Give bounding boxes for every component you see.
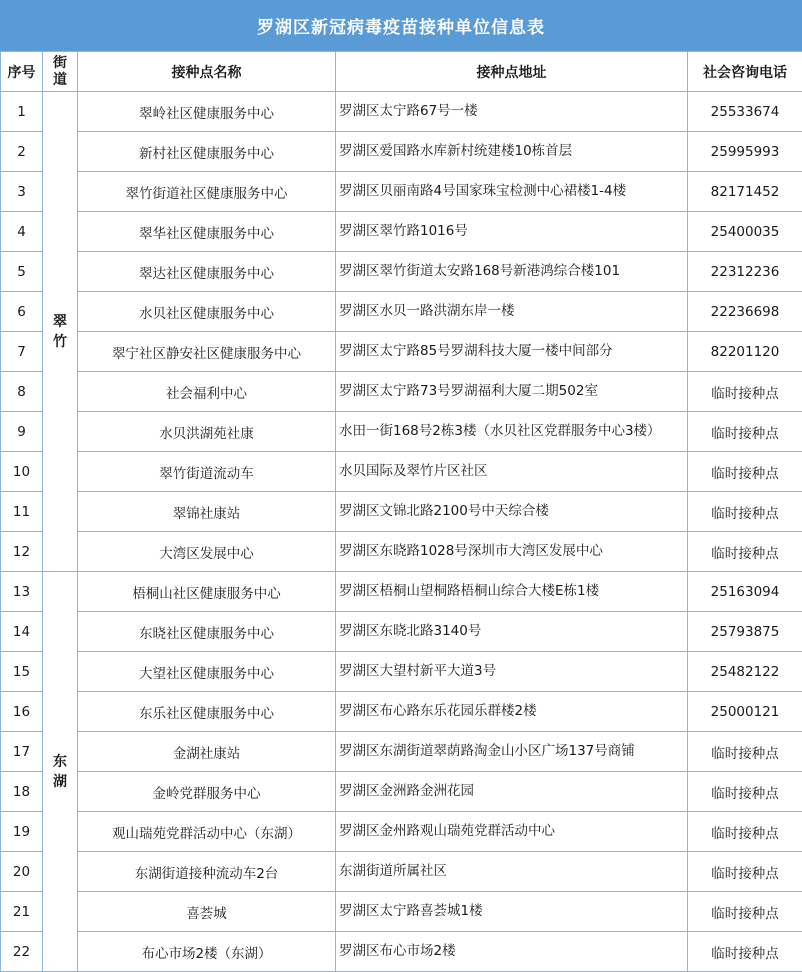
site-phone: 临时接种点 — [688, 372, 802, 412]
row-index: 4 — [1, 212, 43, 252]
page-title: 罗湖区新冠病毒疫苗接种单位信息表 — [0, 0, 802, 51]
table-row — [1, 492, 802, 532]
site-name: 金湖社康站 — [78, 732, 336, 772]
header-name: 接种点名称 — [78, 52, 336, 92]
site-name: 翠华社区健康服务中心 — [78, 212, 336, 252]
site-name: 金岭党群服务中心 — [78, 772, 336, 812]
site-name: 新村社区健康服务中心 — [78, 132, 336, 172]
table-row — [1, 612, 802, 652]
row-index: 1 — [1, 92, 43, 132]
site-name: 翠锦社康站 — [78, 492, 336, 532]
row-index: 7 — [1, 332, 43, 372]
site-phone: 临时接种点 — [688, 932, 802, 972]
table-row — [1, 812, 802, 852]
row-index: 21 — [1, 892, 43, 932]
site-phone: 临时接种点 — [688, 852, 802, 892]
table-row — [1, 292, 802, 332]
table-header-row — [1, 52, 802, 92]
site-phone: 22312236 — [688, 252, 802, 292]
site-name: 东晓社区健康服务中心 — [78, 612, 336, 652]
table-row — [1, 652, 802, 692]
table-row — [1, 252, 802, 292]
header-phone: 社会咨询电话 — [688, 52, 802, 92]
site-phone: 临时接种点 — [688, 892, 802, 932]
row-index: 10 — [1, 452, 43, 492]
street-cell — [43, 572, 78, 972]
site-name: 观山瑞苑党群活动中心（东湖） — [78, 812, 336, 852]
site-address: 罗湖区太宁路67号一楼 — [336, 92, 688, 132]
row-index: 12 — [1, 532, 43, 572]
site-phone: 临时接种点 — [688, 732, 802, 772]
site-phone: 临时接种点 — [688, 452, 802, 492]
site-name: 大望社区健康服务中心 — [78, 652, 336, 692]
table-row — [1, 772, 802, 812]
table-row — [1, 692, 802, 732]
site-name: 梧桐山社区健康服务中心 — [78, 572, 336, 612]
street-name: 翠竹 — [52, 312, 68, 352]
site-address: 罗湖区太宁路喜荟城1楼 — [336, 892, 688, 932]
row-index: 9 — [1, 412, 43, 452]
site-name: 东湖街道接种流动车2台 — [78, 852, 336, 892]
table-row — [1, 212, 802, 252]
site-address: 罗湖区布心市场2楼 — [336, 932, 688, 972]
header-street — [43, 52, 78, 92]
site-phone: 临时接种点 — [688, 772, 802, 812]
row-index: 13 — [1, 572, 43, 612]
table-row — [1, 532, 802, 572]
site-name: 翠竹街道社区健康服务中心 — [78, 172, 336, 212]
header-street-label: 街道 — [52, 55, 68, 89]
street-name: 东湖 — [52, 752, 68, 792]
table-row — [1, 932, 802, 972]
row-index: 15 — [1, 652, 43, 692]
site-address: 罗湖区文锦北路2100号中天综合楼 — [336, 492, 688, 532]
site-address: 罗湖区翠竹路1016号 — [336, 212, 688, 252]
header-address: 接种点地址 — [336, 52, 688, 92]
row-index: 2 — [1, 132, 43, 172]
table-row — [1, 572, 802, 612]
site-address: 罗湖区东晓北路3140号 — [336, 612, 688, 652]
site-name: 社会福利中心 — [78, 372, 336, 412]
site-address: 水贝国际及翠竹片区社区 — [336, 452, 688, 492]
site-address: 罗湖区梧桐山望桐路梧桐山综合大楼E栋1楼 — [336, 572, 688, 612]
table-row — [1, 92, 802, 132]
site-phone: 82201120 — [688, 332, 802, 372]
site-address: 罗湖区太宁路85号罗湖科技大厦一楼中间部分 — [336, 332, 688, 372]
row-index: 5 — [1, 252, 43, 292]
site-name: 布心市场2楼（东湖） — [78, 932, 336, 972]
site-address: 东湖街道所属社区 — [336, 852, 688, 892]
row-index: 3 — [1, 172, 43, 212]
site-address: 罗湖区金洲路金洲花园 — [336, 772, 688, 812]
site-phone: 22236698 — [688, 292, 802, 332]
site-phone: 临时接种点 — [688, 492, 802, 532]
site-phone: 25400035 — [688, 212, 802, 252]
row-index: 20 — [1, 852, 43, 892]
row-index: 16 — [1, 692, 43, 732]
street-cell — [43, 92, 78, 572]
row-index: 6 — [1, 292, 43, 332]
site-name: 翠竹街道流动车 — [78, 452, 336, 492]
row-index: 14 — [1, 612, 43, 652]
site-phone: 临时接种点 — [688, 812, 802, 852]
site-phone: 25482122 — [688, 652, 802, 692]
site-address: 罗湖区大望村新平大道3号 — [336, 652, 688, 692]
vaccination-sites-table — [0, 51, 802, 972]
site-name: 喜荟城 — [78, 892, 336, 932]
site-phone: 临时接种点 — [688, 412, 802, 452]
site-address: 罗湖区东晓路1028号深圳市大湾区发展中心 — [336, 532, 688, 572]
site-name: 水贝洪湖苑社康 — [78, 412, 336, 452]
site-phone: 临时接种点 — [688, 532, 802, 572]
site-address: 罗湖区贝丽南路4号国家珠宝检测中心裙楼1-4楼 — [336, 172, 688, 212]
table-row — [1, 412, 802, 452]
row-index: 18 — [1, 772, 43, 812]
table-row — [1, 892, 802, 932]
table-row — [1, 732, 802, 772]
table-row — [1, 332, 802, 372]
site-phone: 82171452 — [688, 172, 802, 212]
table-row — [1, 852, 802, 892]
site-phone: 25000121 — [688, 692, 802, 732]
site-phone: 25995993 — [688, 132, 802, 172]
site-name: 翠宁社区静安社区健康服务中心 — [78, 332, 336, 372]
site-address: 罗湖区布心路东乐花园乐群楼2楼 — [336, 692, 688, 732]
site-name: 翠达社区健康服务中心 — [78, 252, 336, 292]
row-index: 11 — [1, 492, 43, 532]
table-row — [1, 452, 802, 492]
table-row — [1, 172, 802, 212]
site-address: 罗湖区水贝一路洪湖东岸一楼 — [336, 292, 688, 332]
site-address: 罗湖区太宁路73号罗湖福利大厦二期502室 — [336, 372, 688, 412]
site-address: 罗湖区东湖街道翠荫路淘金山小区广场137号商铺 — [336, 732, 688, 772]
site-phone: 25533674 — [688, 92, 802, 132]
site-address: 罗湖区金州路观山瑞苑党群活动中心 — [336, 812, 688, 852]
row-index: 19 — [1, 812, 43, 852]
site-phone: 25793875 — [688, 612, 802, 652]
table-body — [1, 92, 802, 972]
site-name: 东乐社区健康服务中心 — [78, 692, 336, 732]
site-name: 大湾区发展中心 — [78, 532, 336, 572]
site-address: 罗湖区爱国路水库新村统建楼10栋首层 — [336, 132, 688, 172]
row-index: 8 — [1, 372, 43, 412]
header-index: 序号 — [1, 52, 43, 92]
site-address: 罗湖区翠竹街道太安路168号新港鸿综合楼101 — [336, 252, 688, 292]
site-name: 翠岭社区健康服务中心 — [78, 92, 336, 132]
table-row — [1, 132, 802, 172]
row-index: 17 — [1, 732, 43, 772]
site-phone: 25163094 — [688, 572, 802, 612]
site-address: 水田一街168号2栋3楼（水贝社区党群服务中心3楼） — [336, 412, 688, 452]
site-name: 水贝社区健康服务中心 — [78, 292, 336, 332]
row-index: 22 — [1, 932, 43, 972]
table-row — [1, 372, 802, 412]
